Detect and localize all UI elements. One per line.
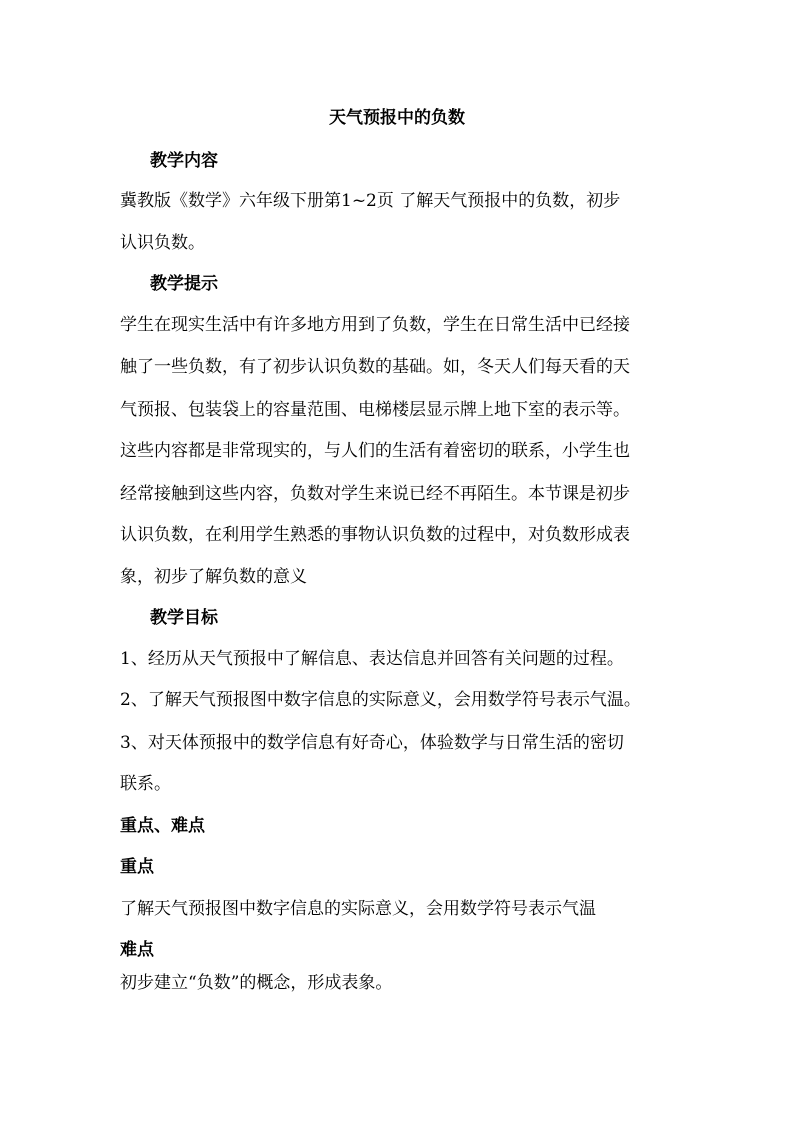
tips-line-7: 象，初步了解负数的意义	[120, 567, 307, 587]
section-heading-goals: 教学目标	[150, 608, 218, 628]
tips-line-1: 学生在现实生活中有许多地方用到了负数，学生在日常生活中已经接	[120, 315, 630, 335]
goals-line-3: 3、对天体预报中的数学信息有好奇心，体验数学与日常生活的密切	[120, 733, 624, 753]
tips-line-3: 气预报、包装袋上的容量范围、电梯楼层显示牌上地下室的表示等。	[120, 400, 630, 420]
section-heading-content: 教学内容	[150, 151, 218, 171]
section-heading-tips: 教学提示	[150, 274, 218, 294]
content-line-2: 认识负数。	[120, 233, 205, 253]
key-point-heading: 重点	[120, 857, 154, 877]
key-point-text: 了解天气预报图中数字信息的实际意义，会用数学符号表示气温	[120, 899, 596, 919]
document-title: 天气预报中的负数	[329, 108, 465, 128]
tips-line-5: 经常接触到这些内容，负数对学生来说已经不再陌生。本节课是初步	[120, 484, 630, 504]
difficult-point-text: 初步建立“负数”的概念，形成表象。	[120, 973, 393, 993]
goals-line-2: 2、了解天气预报图中数字信息的实际意义，会用数学符号表示气温。	[120, 690, 641, 710]
difficult-point-heading: 难点	[120, 940, 154, 960]
tips-line-4: 这些内容都是非常现实的，与人们的生活有着密切的联系，小学生也	[120, 441, 630, 461]
tips-line-6: 认识负数，在利用学生熟悉的事物认识负数的过程中，对负数形成表	[120, 525, 630, 545]
tips-line-2: 触了一些负数，有了初步认识负数的基础。如，冬天人们每天看的天	[120, 357, 630, 377]
goals-line-1: 1、经历从天气预报中了解信息、表达信息并回答有关问题的过程。	[120, 649, 624, 669]
content-line-1: 冀教版《数学》六年级下册第1~2页 了解天气预报中的负数，初步	[120, 191, 621, 211]
section-heading-key-difficult: 重点、难点	[120, 816, 205, 836]
goals-line-4: 联系。	[120, 774, 171, 794]
